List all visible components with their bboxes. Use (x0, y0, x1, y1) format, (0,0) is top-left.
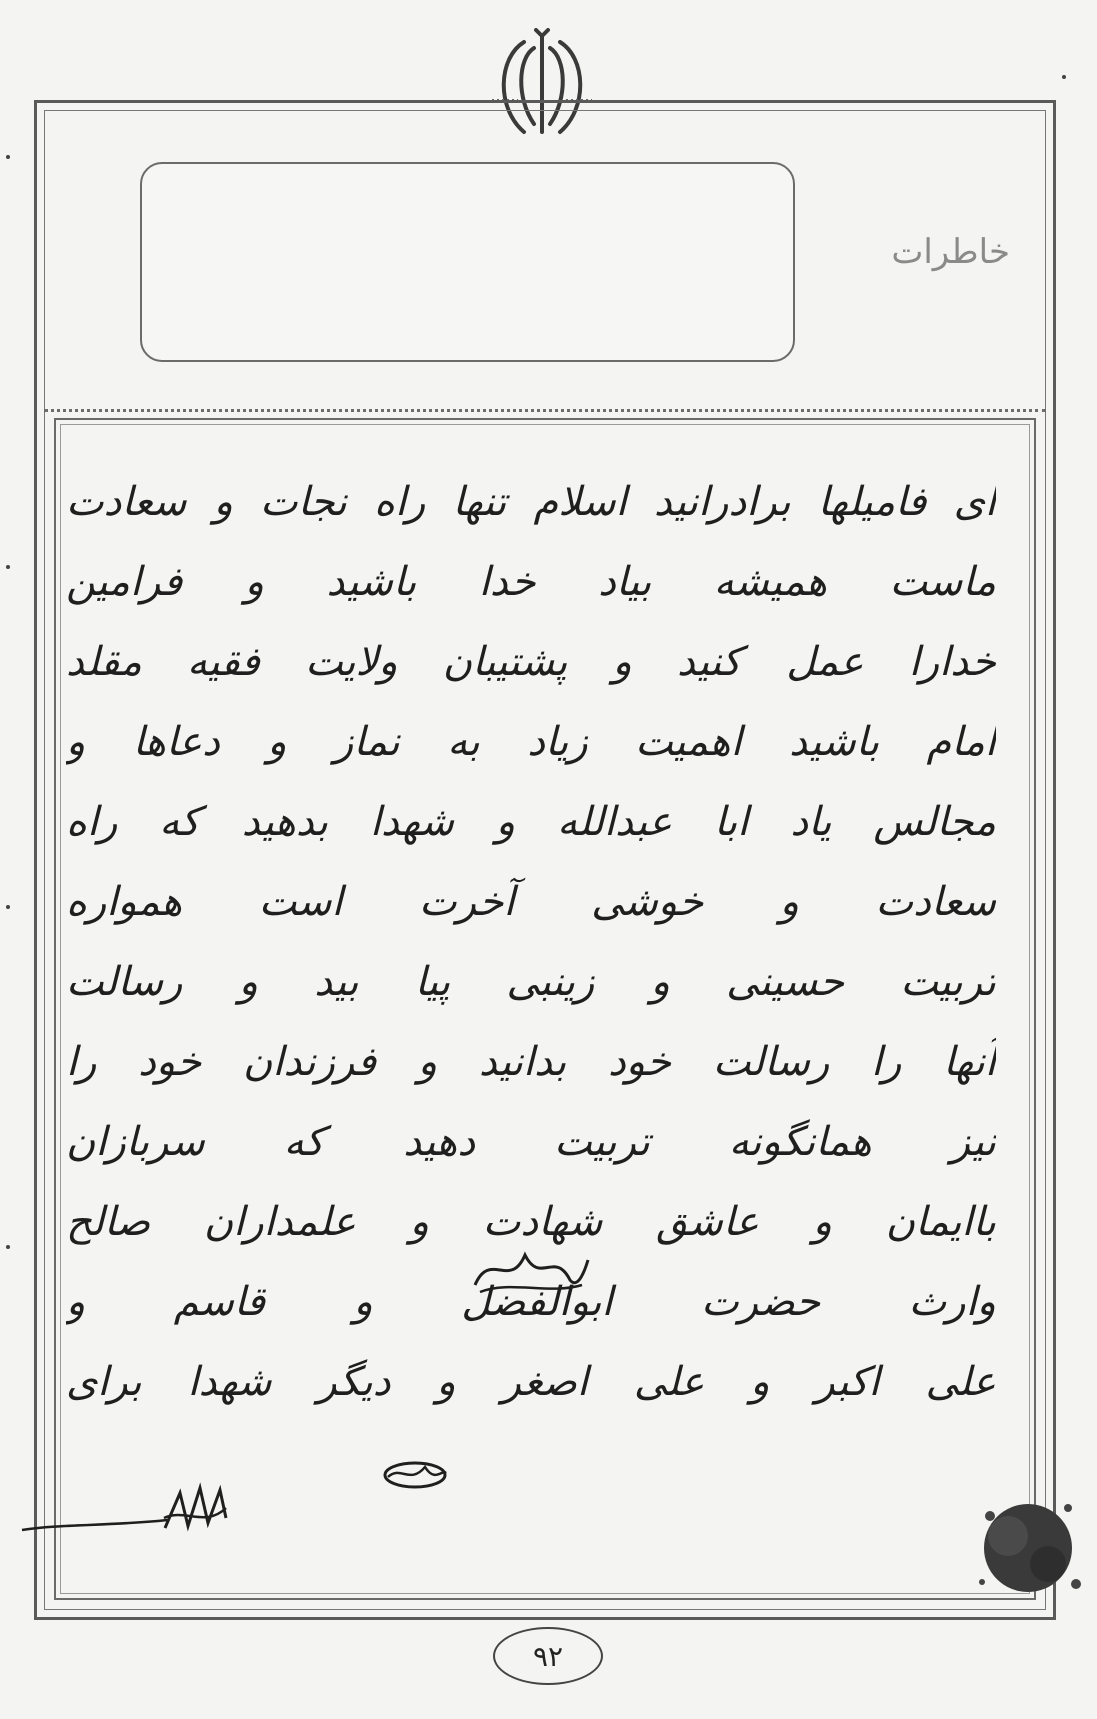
scan-speck (6, 155, 10, 159)
handwritten-line: تربیت حسینی و زینبی پیا بید و رسالت (66, 959, 996, 1005)
handwritten-line: آنها را رسالت خود بدانید و فرزندان خود را (66, 1039, 996, 1085)
handwritten-line: مجالس یاد ابا عبدالله و شهدا بدهید که راه (66, 799, 996, 845)
handwritten-line: علی اکبر و علی اصغر و دیگر شهدا برای (66, 1359, 996, 1405)
scan-speck (6, 565, 10, 569)
section-label: خاطرات (891, 232, 1010, 272)
title-box (140, 162, 795, 362)
scan-speck (6, 905, 10, 909)
handwritten-line: وارث حضرت ابوالفضل و قاسم و (66, 1279, 996, 1325)
handwritten-line: ای فامیلها برادرانید اسلام تنها راه نجات و سعادت (66, 479, 996, 525)
page-number-text: ۹۲ (532, 1639, 564, 1673)
scribble-mark (380, 1455, 450, 1495)
handwritten-line: سعادت و خوشی آخرت است همواره (66, 879, 996, 925)
scan-speck (1062, 75, 1066, 79)
handwritten-line: نیز همانگونه تربیت دهید که سربازان (66, 1119, 996, 1165)
scribble-mark (160, 1478, 230, 1538)
handwritten-line: امام باشید اهمیت زیاد به نماز و دعاها و (66, 719, 996, 765)
handwritten-line: باایمان و عاشق شهادت و علمداران صالح (66, 1199, 996, 1245)
handwritten-line: ماست همیشه بیاد خدا باشید و فرامین (66, 559, 996, 605)
underline-stroke (20, 1500, 170, 1540)
page-number (493, 1627, 603, 1685)
ink-blot-stain (968, 1486, 1088, 1606)
scribble-mark (470, 1240, 590, 1300)
handwritten-body (66, 462, 996, 1562)
scan-speck (6, 1245, 10, 1249)
handwritten-line: خدارا عمل کنید و پشتیبان ولایت فقیه مقلد (66, 639, 996, 685)
